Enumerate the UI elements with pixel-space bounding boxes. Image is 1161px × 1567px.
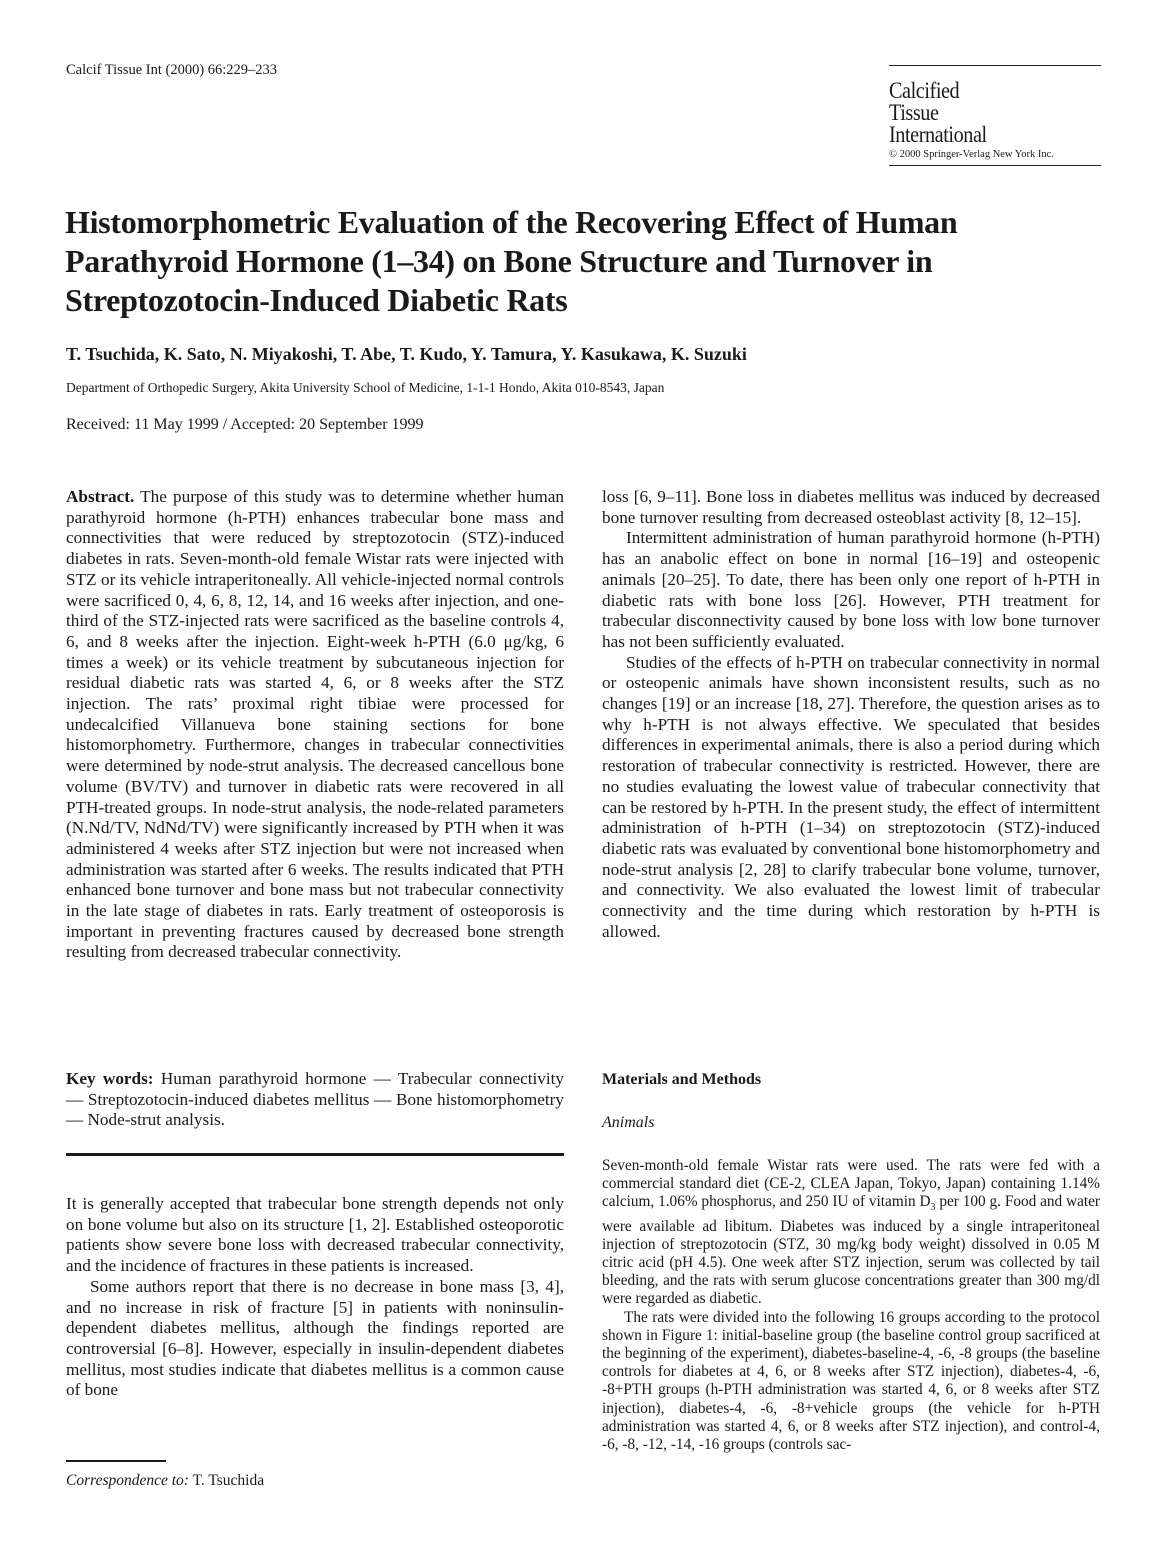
correspondence-footnote <box>66 1472 264 1490</box>
author-list: T. Tsuchida, K. Sato, N. Miyakoshi, T. Abe, T. Kudo, Y. Tamura, Y. Kasukawa, K. Suzuki <box>66 344 747 364</box>
logo-word-calcified: Calcified <box>889 78 960 103</box>
introduction-right <box>602 487 1100 942</box>
logo-word-tissue: Tissue <box>889 100 939 125</box>
abstract-divider <box>66 1153 564 1156</box>
keywords <box>66 1069 564 1131</box>
affiliation: Department of Orthopedic Surgery, Akita University School of Medicine, 1-1-1 Hondo, Akita 010-8543, Japan <box>66 380 665 395</box>
introduction-left <box>66 1194 564 1401</box>
keywords-text: Human parathyroid hormone — Trabecular connectivity — Streptozotocin-induced diabetes mellitus — Bone histomorphometry — Node-strut analysis. <box>66 1069 564 1130</box>
abstract-label: Abstract. <box>66 487 135 506</box>
subsection-heading-animals: Animals <box>602 1114 655 1131</box>
intro-paragraph: It is generally accepted that trabecular bone strength depends not only on bone volume but also on its structure [1, 2]. Established osteoporotic patients show severe bone loss with decreased trabecular connectivity, and the incidence of fractures in these patients is increased. <box>66 1194 564 1276</box>
keywords-label: Key words: <box>66 1069 154 1088</box>
methods-animals <box>602 1157 1100 1454</box>
methods-paragraph: The rats were divided into the following 16 groups according to the protocol shown in Figure 1: initial-baseline group (the baseline control group sacrificed at the beginning of the experiment), diabetes-baseline-4, -6, -8 groups (the baseline controls for diabetes at 4, 6, or 8 weeks after STZ injection), diabetes-4, -6, -8+PTH groups (h-PTH administration was started 4, 6, or 8 weeks after STZ injection), diabetes-4, -6, -8+vehicle groups (the vehicle for h-PTH administration was started 4, 6, or 8 weeks after STZ injection), and control-4, -6, -8, -12, -14, -16 groups (controls sac- <box>602 1308 1100 1454</box>
received-dates: Received: 11 May 1999 / Accepted: 20 September 1999 <box>66 416 424 433</box>
correspondence-name: T. Tsuchida <box>192 1472 265 1489</box>
running-head: Calcif Tissue Int (2000) 66:229–233 <box>66 62 278 78</box>
journal-logo <box>889 65 1101 166</box>
correspondence-label: Correspondence to: <box>66 1472 189 1489</box>
logo-bottom-rule <box>889 165 1101 166</box>
methods-paragraph: Seven-month-old female Wistar rats were used. The rats were fed with a commercial standard diet (CE-2, CLEA Japan, Tokyo, Japan) containing 1.14% calcium, 1.06% phosphorus, and 250 IU of vitamin $D_3$ per 100 g. Food and water were available ad libitum. Diabetes was induced by a single intraperitoneal injection of streptozotocin (STZ, 30 mg/kg body weight) dissolved in 0.05 M citric acid (pH 4.5). One week after STZ injection, serum was collected by tail bleeding, and the rats with serum glucose concentrations greater than 300 mg/dl were regarded as diabetic. <box>602 1157 1101 1308</box>
intro-paragraph: loss [6, 9–11]. Bone loss in diabetes mellitus was induced by decreased bone turnover resulting from decreased osteoblast activity [8, 12–15]. <box>602 487 1100 527</box>
article-title: Histomorphometric Evaluation of the Recovering Effect of Human Parathyroid Hormone (1–34) on Bone Structure and Turnover in Streptozotocin-Induced Diabetic Rats <box>65 204 958 318</box>
footnote-divider <box>66 1460 166 1462</box>
intro-paragraph: Intermittent administration of human parathyroid hormone (h-PTH) has an anabolic effect on bone in normal [16–19] and osteopenic animals [20–25]. To date, there has been only one report of h-PTH in diabetic rats with bone loss [26]. However, PTH treatment for trabecular disconnectivity caused by bone loss with low bone turnover has not been sufficiently evaluated. <box>602 528 1100 651</box>
abstract <box>66 487 564 963</box>
section-heading-methods: Materials and Methods <box>602 1071 762 1088</box>
intro-paragraph: Studies of the effects of h-PTH on trabecular connectivity in normal or osteopenic animals have shown inconsistent results, such as no changes [19] or an increase [18, 27]. Therefore, the question arises as to why h-PTH is not always effective. We speculated that besides differences in experimental animals, there is also a period during which restoration of trabecular connectivity is restricted. However, there are no studies evaluating the lowest value of trabecular connectivity that can be restored by h-PTH. In the present study, the effect of intermittent administration of h-PTH (1–34) on streptozotocin (STZ)-induced diabetic rats was evaluated by conventional bone histomorphometry and node-strut analysis [2, 28] to clarify trabecular bone volume, turnover, and connectivity. We also evaluated the lowest limit of trabecular connectivity and the time during which restoration by h-PTH is allowed. <box>602 652 1100 941</box>
copyright-notice: © 2000 Springer-Verlag New York Inc. <box>889 149 1054 160</box>
intro-paragraph: Some authors report that there is no decrease in bone mass [3, 4], and no increase in risk of fracture [5] in patients with noninsulin-dependent diabetes mellitus, although the findings reported are controversial [6–8]. However, especially in insulin-dependent diabetes mellitus, most studies indicate that diabetes mellitus is a common cause of bone <box>66 1276 564 1400</box>
logo-word-international: International <box>889 122 987 147</box>
abstract-text: The purpose of this study was to determine whether human parathyroid hormone (h-PTH) enhances trabecular bone mass and connectivities that were reduced by streptozotocin (STZ)-induced diabetes in rats. Seven-month-old female Wistar rats were injected with STZ or its vehicle intraperitoneally. All vehicle-injected normal controls were sacrificed 0, 4, 6, 8, 12, 14, and 16 weeks after injection, and one-third of the STZ-injected rats were sacrificed as the baseline controls 4, 6, and 8 weeks after the injection. Eight-week h-PTH (6.0 μg/kg, 6 times a week) or its vehicle treatment by subcutaneous injection for residual diabetic rats was started 4, 6, or 8 weeks after the STZ injection. The rats’ proximal right tibiae were processed for undecalcified Villanueva bone staining sections for bone histomorphometry. Furthermore, changes in trabecular connectivities were determined by node-strut analysis. The decreased cancellous bone volume (BV/TV) and turnover in diabetic rats were recovered in all PTH-treated groups. In node-strut analysis, the node-related parameters (N.Nd/TV, NdNd/TV) were significantly increased by PTH when it was administered 4 weeks after STZ injection but were not increased when administration was started after 6 weeks. The results indicated that PTH enhanced bone turnover and bone mass but not trabecular connectivity in the late stage of diabetes in rats. Early treatment of osteoporosis is important in preventing fractures caused by decreased bone strength resulting from decreased trabecular connectivity. <box>66 487 564 962</box>
